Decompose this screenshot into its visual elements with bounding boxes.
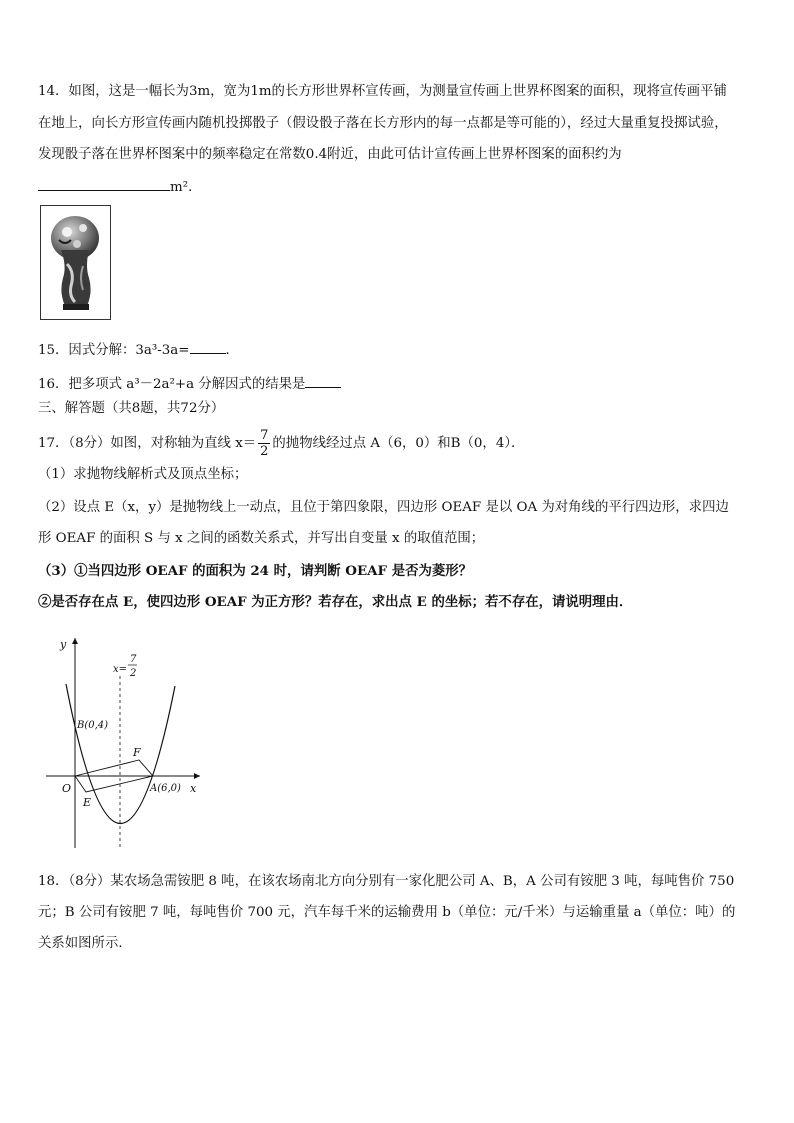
q17-part-3b: ②是否存在点 E，使四边形 OEAF 为正方形？若存在，求出点 E 的坐标；若不存在，请说明理由． bbox=[38, 594, 633, 610]
q15-end: ． bbox=[225, 343, 239, 358]
parabola-figure bbox=[40, 632, 210, 852]
label-o: O bbox=[62, 782, 72, 795]
q16-answer-blank[interactable] bbox=[305, 373, 341, 388]
q17-part-1: （1）求抛物线解析式及顶点坐标； bbox=[38, 467, 248, 482]
q14-answer-line bbox=[38, 176, 201, 198]
fraction-7-2 bbox=[258, 428, 270, 459]
label-axis-den: 2 bbox=[130, 668, 137, 679]
q15-answer-blank[interactable] bbox=[190, 339, 226, 354]
q17-line-1 bbox=[38, 428, 524, 459]
q15 bbox=[38, 339, 239, 361]
q17-stem-a: 17．（8分）如图，对称轴为直线 x＝ bbox=[38, 436, 257, 451]
answer-blank[interactable] bbox=[38, 176, 170, 191]
q16 bbox=[38, 373, 341, 395]
q17-stem-b: 的抛物线经过点 A（6，0）和B（0，4）． bbox=[272, 436, 525, 451]
q14-line-1: 14．如图，这是一幅长为3m，宽为1m的长方形世界杯宣传画，为测量宣传画上世界杯图案的面积，现将宣传画平铺 bbox=[38, 84, 727, 99]
fraction-numerator: 7 bbox=[260, 428, 269, 443]
q14-line-3: 发现骰子落在世界杯图案中的频率稳定在常数0.4附近，由此可估计宣传画上世界杯图案的面积约为 bbox=[38, 147, 622, 162]
label-a: A(6,0) bbox=[150, 783, 181, 794]
label-axis-eq: x= bbox=[113, 664, 128, 675]
q18-line-3: 关系如图所示． bbox=[38, 936, 132, 951]
section-title: 三、解答题（共8题，共72分） bbox=[38, 401, 225, 416]
q18-line-1: 18．（8分）某农场急需铵肥 8 吨，在该农场南北方向分别有一家化肥公司 A、B，A 公司有铵肥 3 吨，每吨售价 750 bbox=[38, 874, 735, 889]
fraction-denominator: 2 bbox=[260, 444, 269, 459]
trophy-icon bbox=[41, 206, 110, 319]
label-x: x bbox=[190, 782, 197, 795]
q14-unit: m²． bbox=[170, 180, 202, 195]
world-cup-trophy-image bbox=[40, 205, 111, 320]
label-f: F bbox=[133, 746, 141, 759]
q17-part-2b: 形 OEAF 的面积 S 与 x 之间的函数关系式，并写出自变量 x 的取值范围； bbox=[38, 531, 485, 546]
q16-text: 16．把多项式 a³－2a²+a 分解因式的结果是 bbox=[38, 377, 306, 392]
q17-part-3a: （3）①当四边形 OEAF 的面积为 24 时，请判断 OEAF 是否为菱形？ bbox=[38, 563, 473, 579]
label-y: y bbox=[60, 638, 67, 651]
q14-line-2: 在地上，向长方形宣传画内随机投掷骰子（假设骰子落在长方形内的每一点都是等可能的），经过大量重复投掷试验， bbox=[38, 116, 728, 131]
q18-line-2: 元；B 公司有铵肥 7 吨，每吨售价 700 元，汽车每千米的运输费用 b（单位：元/千米）与运输重量 a（单位：吨）的 bbox=[38, 905, 736, 920]
label-b: B(0,4) bbox=[77, 720, 109, 731]
q15-text: 15．因式分解：3a³-3a= bbox=[38, 343, 190, 358]
label-e: E bbox=[83, 796, 92, 809]
label-axis-num: 7 bbox=[130, 654, 137, 665]
q17-part-2a: （2）设点 E（x，y）是抛物线上一动点，且位于第四象限，四边形 OEAF 是以 OA 为对角线的平行四边形，求四边 bbox=[38, 500, 729, 515]
